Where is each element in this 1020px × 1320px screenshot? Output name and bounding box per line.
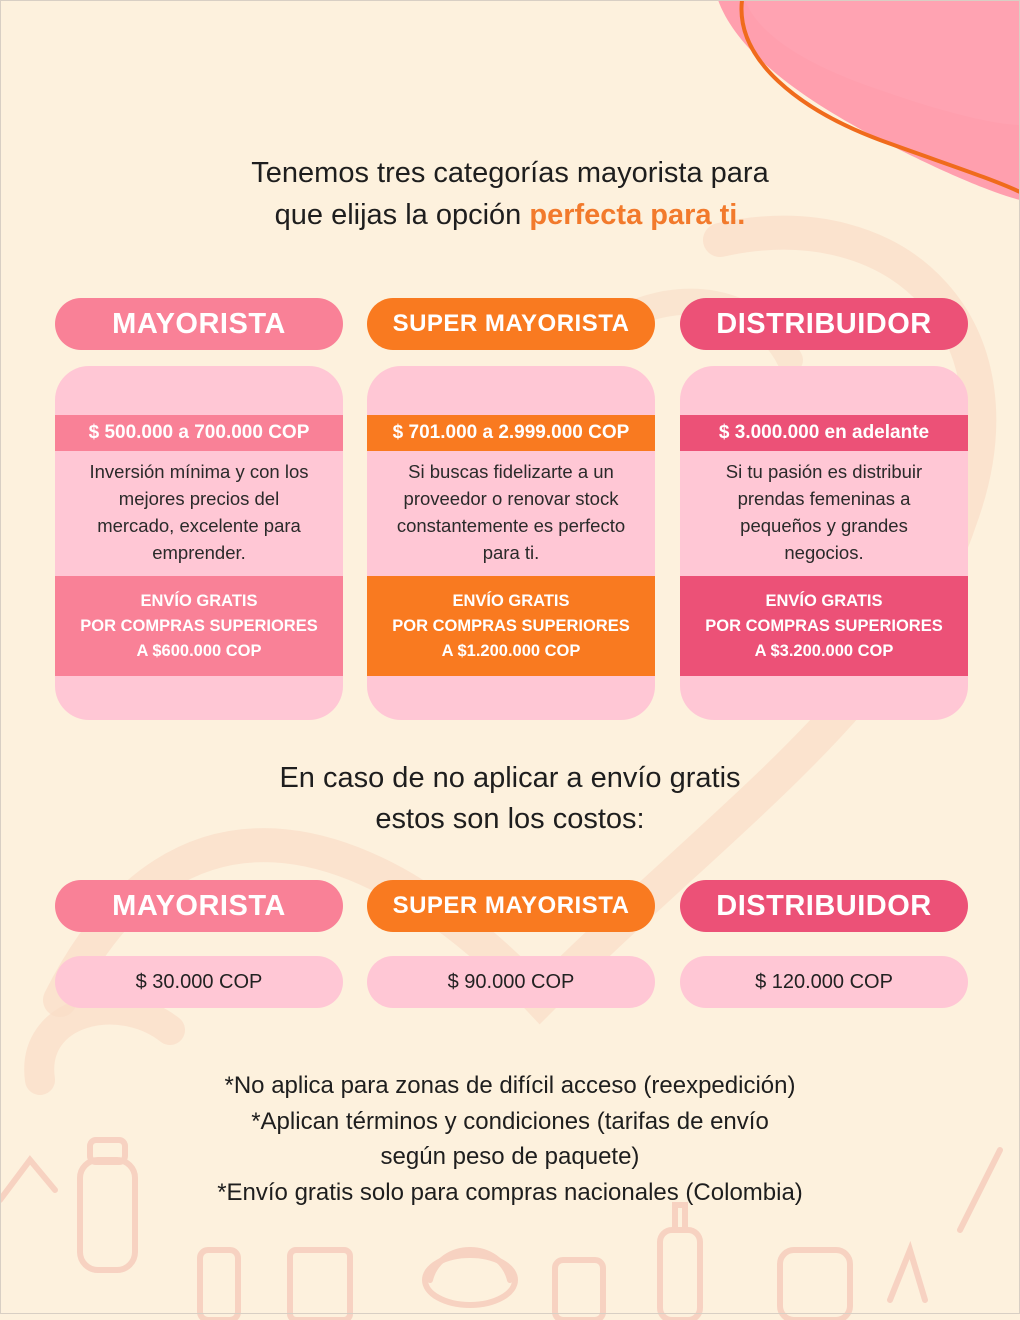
category-header-distribuidor: DISTRIBUIDOR: [680, 298, 968, 350]
shipping-costs-title: [0, 758, 1020, 840]
note-line: *No aplica para zonas de difícil acceso (reexpedición): [224, 1072, 796, 1099]
description-line: proveedor o renovar stock: [403, 488, 619, 509]
category-description: [381, 458, 641, 566]
cost-value-distribuidor: $ 120.000 COP: [680, 956, 968, 1008]
category-card-distribuidor: [680, 366, 968, 720]
category-description: [694, 458, 954, 566]
shipping-line: ENVÍO GRATIS: [140, 591, 258, 610]
price-range: $ 3.000.000 en adelante: [680, 415, 968, 451]
shipping-line: POR COMPRAS SUPERIORES: [80, 616, 318, 635]
intro-accent: perfecta para ti.: [529, 199, 746, 231]
note-line: *Envío gratis solo para compras nacionales (Colombia): [217, 1178, 803, 1206]
description-line: negocios.: [784, 542, 864, 563]
shipping-line: ENVÍO GRATIS: [452, 591, 570, 610]
description-line: prendas femeninas a: [737, 488, 911, 509]
description-line: emprender.: [152, 542, 246, 563]
shipping-line: A $600.000 COP: [136, 641, 262, 660]
description-line: Si tu pasión es distribuir: [725, 461, 923, 482]
category-description: [69, 458, 329, 566]
intro-line-2-prefix: que elijas la opción: [274, 199, 530, 231]
description-line: para ti.: [482, 542, 540, 563]
free-shipping-banner: [680, 576, 968, 676]
cost-value-mayorista: $ 30.000 COP: [55, 956, 343, 1008]
category-card-super-mayorista: [367, 366, 655, 720]
intro-line-2: [0, 194, 1020, 236]
shipping-line: ENVÍO GRATIS: [765, 591, 883, 610]
note-line: *Aplican términos y condiciones (tarifas de envío: [251, 1107, 769, 1135]
shipping-costs-title-line-1: En caso de no aplicar a envío gratis: [279, 762, 741, 794]
description-line: constantemente es perfecto: [396, 515, 626, 536]
cost-header-mayorista: MAYORISTA: [55, 880, 343, 932]
cost-header-super-mayorista: SUPER MAYORISTA: [367, 880, 655, 932]
shipping-line: A $1.200.000 COP: [441, 641, 581, 660]
description-line: Inversión mínima y con los: [89, 461, 309, 482]
category-header-super-mayorista: SUPER MAYORISTA: [367, 298, 655, 350]
cost-value-super-mayorista: $ 90.000 COP: [367, 956, 655, 1008]
description-line: Si buscas fidelizarte a un: [408, 461, 614, 482]
shipping-line: POR COMPRAS SUPERIORES: [705, 616, 943, 635]
intro-text: [0, 152, 1020, 236]
category-card-mayorista: [55, 366, 343, 720]
shipping-line: A $3.200.000 COP: [754, 641, 894, 660]
description-line: mejores precios del: [118, 488, 280, 509]
cost-header-distribuidor: DISTRIBUIDOR: [680, 880, 968, 932]
price-range: $ 701.000 a 2.999.000 COP: [367, 415, 655, 451]
shipping-line: POR COMPRAS SUPERIORES: [392, 616, 630, 635]
free-shipping-banner: [367, 576, 655, 676]
description-line: pequeños y grandes: [740, 515, 908, 536]
shipping-costs-title-line-2: estos son los costos:: [375, 803, 645, 835]
note-line: según peso de paquete): [380, 1143, 640, 1170]
price-range: $ 500.000 a 700.000 COP: [55, 415, 343, 451]
description-line: mercado, excelente para: [97, 515, 301, 536]
terms-notes: [0, 1068, 1020, 1210]
free-shipping-banner: [55, 576, 343, 676]
intro-line-1: Tenemos tres categorías mayorista para: [251, 157, 769, 189]
category-header-mayorista: MAYORISTA: [55, 298, 343, 350]
